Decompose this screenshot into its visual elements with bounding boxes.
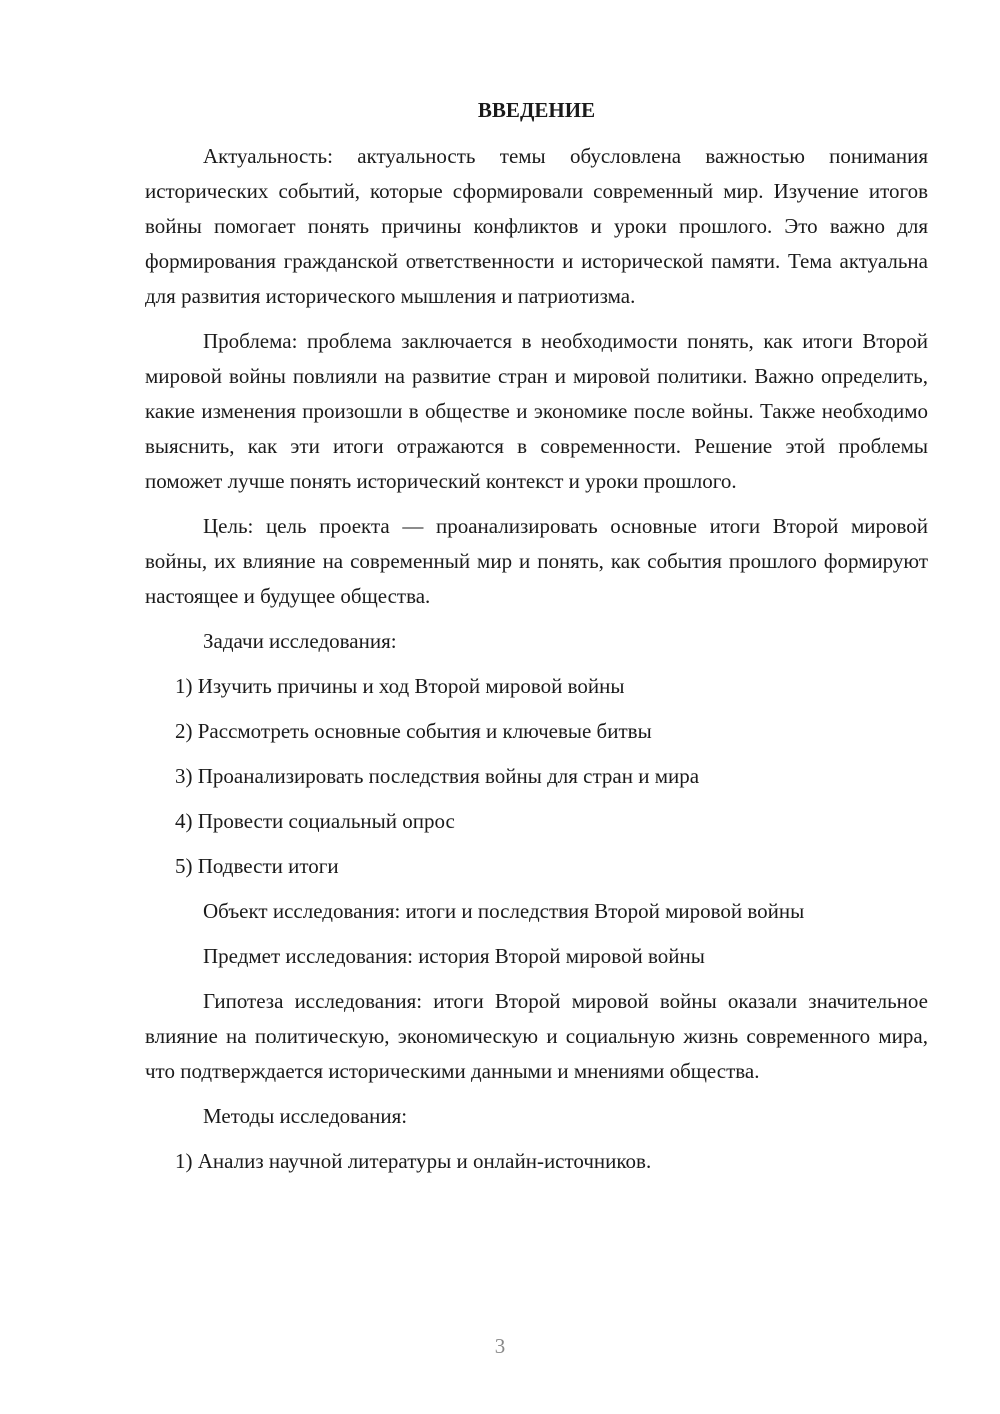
tasks-heading: Задачи исследования: xyxy=(203,629,397,653)
methods-list xyxy=(145,1144,928,1179)
methods-heading: Методы исследования: xyxy=(203,1104,408,1128)
hypothesis-paragraph: Гипотеза исследования: итоги Второй мировой войны оказали значительное влияние на политическую, экономическую и социальную жизнь современного мира, что подтверждается историческими данными и мнениями общества. xyxy=(145,989,928,1083)
list-item: 1) Анализ научной литературы и онлайн-источников. xyxy=(175,1149,652,1173)
problem-paragraph: Проблема: проблема заключается в необходимости понять, как итоги Второй мировой войны повлияли на развитие стран и мировой политики. Важно определить, какие изменения произошли в обществе и экономике после войны. Также необходимо выяснить, как эти итоги отражаются в современности. Решение этой проблемы поможет лучше понять исторический контекст и уроки прошлого. xyxy=(145,329,928,493)
research-subject: Предмет исследования: история Второй мировой войны xyxy=(203,944,705,968)
list-item: 5) Подвести итоги xyxy=(175,854,339,878)
list-item: 1) Изучить причины и ход Второй мировой войны xyxy=(175,674,625,698)
page-number: 3 xyxy=(494,1334,506,1358)
relevance-paragraph: Актуальность: актуальность темы обусловлена важностью понимания исторических событий, которые сформировали современный мир. Изучение итогов войны помогает понять причины конфликтов и уроки прошлого. Это важно для формирования гражданской ответственности и исторической памяти. Тема актуальна для развития исторического мышления и патриотизма. xyxy=(145,144,928,308)
research-object: Объект исследования: итоги и последствия Второй мировой войны xyxy=(203,899,805,923)
tasks-list xyxy=(145,669,928,884)
document-page xyxy=(145,95,928,1189)
list-item: 3) Проанализировать последствия войны для стран и мира xyxy=(175,764,700,788)
goal-paragraph: Цель: цель проекта — проанализировать основные итоги Второй мировой войны, их влияние на современный мир и понять, как события прошлого формируют настоящее и будущее общества. xyxy=(145,514,928,608)
list-item: 2) Рассмотреть основные события и ключевые битвы xyxy=(175,719,652,743)
list-item: 4) Провести социальный опрос xyxy=(175,809,455,833)
page-title: ВВЕДЕНИЕ xyxy=(477,98,596,122)
